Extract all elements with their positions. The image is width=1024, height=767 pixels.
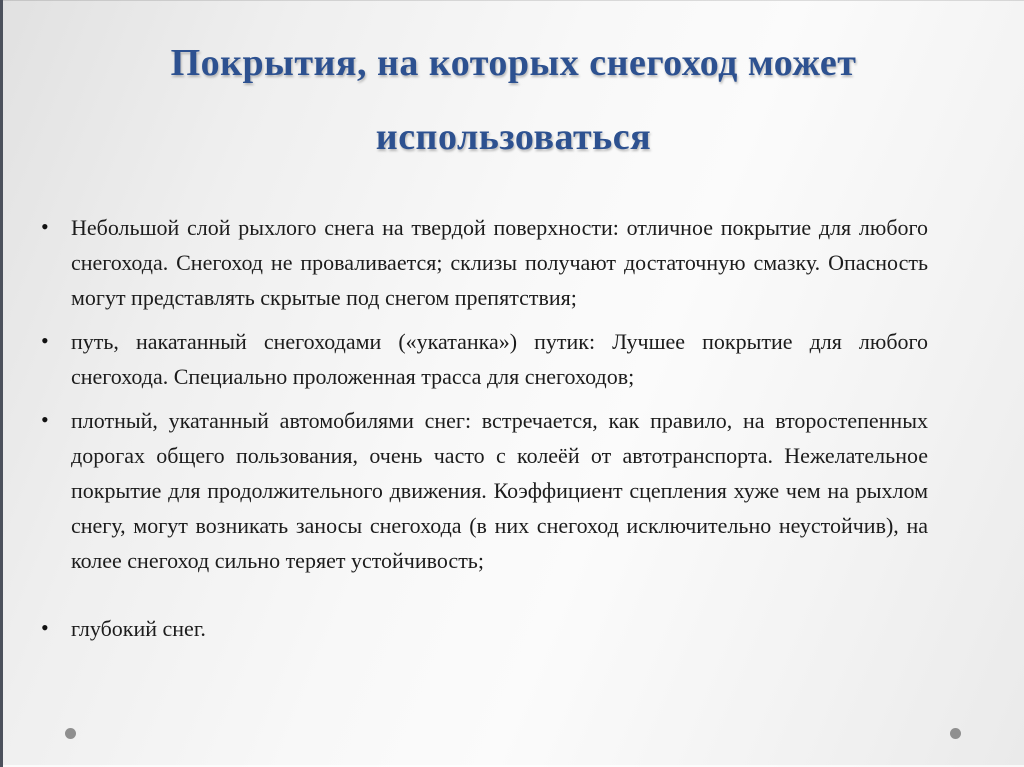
bullet-text: глубокий снег. [71,616,206,641]
bullet-list [3,210,1024,646]
bullet-text: путь, накатанный снегоходами («укатанка») путик: Лучшее покрытие для любого снегохода. Специально проложенная трасса для снегоходов; [71,329,928,389]
list-item [41,611,928,646]
list-item [41,324,928,394]
bullet-icon: • [41,407,49,432]
list-item [41,403,928,578]
bullet-text: Небольшой слой рыхлого снега на твердой поверхности: отличное покрытие для любого снегохода. Снегоход не проваливается; склизы получают достаточную смазку. Опасность могут представлять скрытые под снегом препятствия; [71,215,928,310]
bullet-icon: • [41,214,49,239]
list-item [41,210,928,315]
decorative-dot-left [65,728,76,739]
slide-title [3,26,1024,174]
bullet-icon: • [41,328,49,353]
bullet-text: плотный, укатанный автомобилями снег: встречается, как правило, на второстепенных дорогах общего пользования, очень часто с колеёй от автотранспорта. Нежелательное покрытие для продолжительного движения. Коэффициент сцепления хуже чем на рыхлом снегу, могут возникать заносы снегохода (в них снегоход исключительно неустойчив), на колее снегоход сильно теряет устойчивость; [71,408,928,573]
decorative-dot-right [950,728,961,739]
slide-title-line-1: Покрытия, на которых снегоход может [170,42,857,84]
slide-title-line-2: использоваться [375,116,652,158]
bullet-icon: • [41,615,49,640]
